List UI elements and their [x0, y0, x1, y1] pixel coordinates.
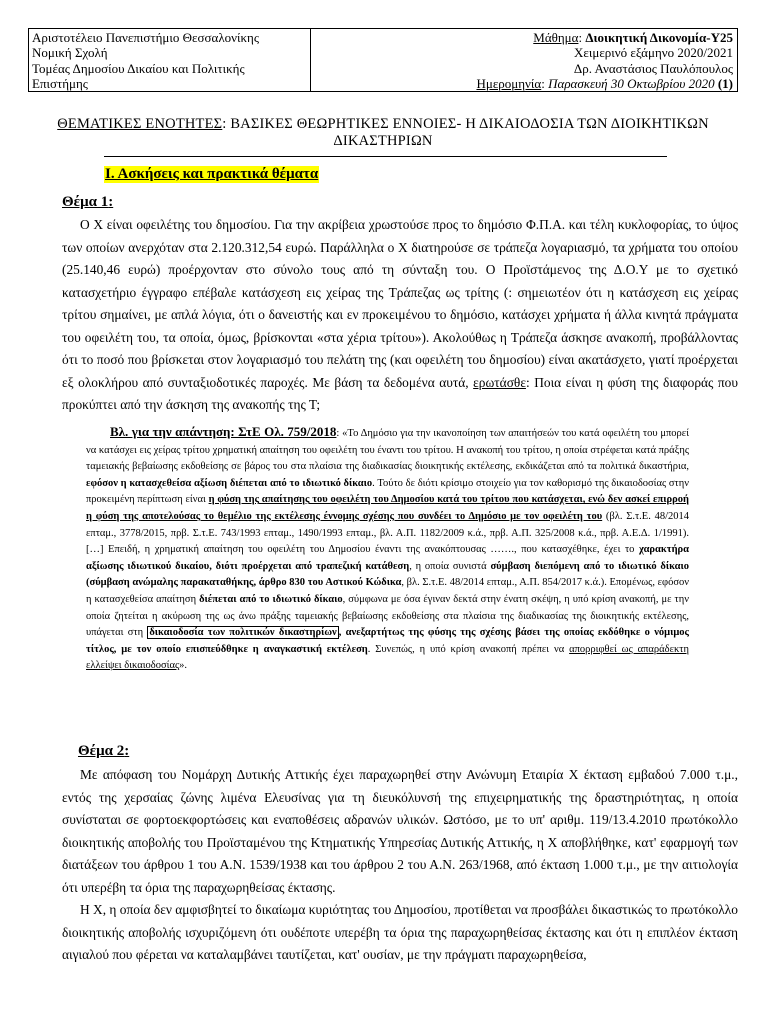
- answer-reference: Βλ. για την απάντηση: ΣτΕ Ολ. 759/2018: [110, 424, 337, 439]
- topics-heading: [28, 116, 738, 150]
- course-label: Μάθημα: [533, 30, 579, 45]
- course-name: Διοικητική Δικονομία-Υ25: [585, 30, 733, 45]
- boxed-phrase: δικαιοδοσία των πολιτικών δικαστηρίων: [149, 627, 337, 639]
- topics-label: ΘΕΜΑΤΙΚΕΣ ΕΝΟΤΗΤΕΣ: [57, 116, 223, 132]
- topic-2-paragraph-2: Η Χ, η οποία δεν αμφισβητεί το δικαίωμα κυριότητας του Δημοσίου, προτίθεται να προσβάλει δικαστικώς το πρωτόκολλο διοικητικής αποβολής ισχυριζόμενη ότι ουδέποτε υπερέβη τα όρια της παραχωρηθείσας έκτασης και ότι η επιπλέον έκταση αιγιαλού που φέρεται να καταλαμβάνει ταυτίζεται, κατ' ουσίαν, με την πράγματι παραχωρηθείσα,: [62, 902, 738, 962]
- header-box: [28, 28, 738, 92]
- section-title: Ι. Ασκήσεις και πρακτικά θέματα: [105, 166, 319, 182]
- course-line: Μάθημα: Διοικητική Δικονομία-Υ25: [533, 30, 733, 45]
- topics-text: : ΒΑΣΙΚΕΣ ΘΕΩΡΗΤΙΚΕΣ ΕΝΝΟΙΕΣ- Η ΔΙΚΑΙΟΔΟΣΙΑ ΤΩΝ ΔΙΟΙΚΗΤΙΚΩΝ ΔΙΚΑΣΤΗΡΙΩΝ: [222, 116, 709, 149]
- answer-quote: Βλ. για την απάντηση: ΣτΕ Ολ. 759/2018: «Το Δημόσιο για την ικανοποίηση των απαιτήσεών του κατά οφειλέτη του μπορεί να κατάσχει εις χείρας τρίτου χρηματική απαίτηση του οφειλέτη του έναντι του τρίτου. Η ανακοπή του τρίτου, η οποία στρέφεται κατά πράξης ταμειακής βεβαίωσης εκδοθείσης σε βάρος του στα πλαίσια της διαδικασίας διοικητικής εκτέλεσης, εκδικάζεται από τα πολιτικά δικαστήρια, εφόσον η κατασχεθείσα αξίωση διέπεται από το ιδιωτικό δίκαιο. Τούτο δε διότι κρίσιμο στοιχείο για τον καθορισμό της δικαιοδοσίας στην προκειμένη περίπτωση είναι η φύση της απαίτησης του οφειλέτη του Δημοσίου κατά του τρίτου που κατάσχεται, ενώ δεν ασκεί επιρροή η φύση της αποτελούσας το θεμέλιο της εκτέλεσης έννομης σχέσης που συνδέει το Δημόσιο με τον οφειλέτη του (βλ. Σ.τ.Ε. 48/2014 επταμ., 3778/2015, πρβ. Σ.τ.Ε. 743/1993 επταμ., 1490/1993 επταμ., βλ. Α.Π. 1182/2009 κ.ά., πρβ. Α.Π. 325/2008 κ.ά., πρβ. Α.Ε.Δ. 1/1991). […] Επειδή, η χρηματική απαίτηση του οφειλέτη του Δημοσίου έναντι της ανακόπτουσας ……., που κατασχέθηκε, έχει το χαρακτήρα αξίωσης ιδιωτικού δικαίου, διότι προέρχεται από τραπεζική κατάθεση, η οποία συνιστά σύμβαση διεπόμενη από το ιδιωτικό δίκαιο (σύμβαση ανώμαλης παρακαταθήκης, άρθρο 830 του Αστικού Κώδικα, βλ. Σ.τ.Ε. 48/2014 επταμ., Α.Π. 854/2017 κ.ά.). Επομένως, εφόσον η κατασχεθείσα απαίτηση διέπεται από το ιδιωτικό δίκαιο, σύμφωνα με όσα έγιναν δεκτά στην ένατη σκέψη, η υπό κρίση ανακοπή, με την οποία ζητείται η ακύρωση της ως άνω πράξης ταμειακής βεβαίωσης εκδοθείσης στα πλαίσια της διαδικασίας της διοικητικής εκτέλεσης, υπάγεται στη δικαιοδοσία των πολιτικών δικαστηρίων , ανεξαρτήτως της φύσης της σχέσης βάσει της οποίας εκδόθηκε ο νόμιμος τίτλος, με τον οποίο επισπεύδθηκε η αναγκαστική εκτέλεση. Συνεπώς, η υπό κρίση ανακοπή πρέπει να απορριφθεί ως απαράδεκτη ελλείψει δικαιοδοσίας».: [86, 424, 690, 672]
- date-label: Ημερομηνία: [476, 75, 542, 91]
- divider: [104, 156, 667, 157]
- department-name-cont: Επιστήμης: [32, 75, 88, 91]
- instructor: Δρ. Αναστάσιος Παυλόπουλος: [573, 60, 733, 76]
- department-name: Τομέας Δημοσίου Δικαίου και Πολιτικής: [32, 60, 245, 76]
- topic-2-title: Θέμα 2:: [78, 743, 130, 759]
- course-block: [311, 29, 737, 91]
- topic-1-paragraph: Ο Χ είναι οφειλέτης του δημοσίου. Για την ακρίβεια χρωστούσε προς το δημόσιο Φ.Π.Α. και τέλη κυκλοφορίας, το ύψος των οποίων ανερχόταν στα 2.120.312,54 ευρώ. Παράλληλα ο Χ διατηρούσε σε τράπεζα λογαριασμό, τα χρήματα του οποίου (25.140,46 ευρώ) προέρχονταν στο σύνολο τους από τη σύνταξη του. Ο Προϊστάμενος της Δ.Ο.Υ με το σχετικό κατασχετήριο έγγραφο επέβαλε κατάσχεση εις χείρας της Τράπεζας ως τρίτης (: σημειωτέον ότι η κατάσχεση εις χείρας τρίτου σημαίνει, με απλά λόγια, ότι ο δανειστής και εν προκειμένου το δημόσιο, κατάσχει χρήματα ή άλλα κινητά πράγματα του οφειλέτη του, τα οποία, όμως, βρίσκονται «στα χέρια τρίτου»). Ακολούθως η Τράπεζα άσκησε ανακοπή, προβάλλοντας ότι το ποσό που βρίσκεται στον λογαριασμό του πελάτη της (και οφειλέτη του δημοσίου) είναι ακατάσχετο, γιατί προέρχεται εξ ολοκλήρου από συνταξιοδοτικές παροχές. Με βάση τα δεδομένα αυτά, ερωτάσθε: Ποια είναι η φύση της διαφοράς που προκύπτει από την άσκηση της ανακοπής της Τ;: [62, 217, 738, 412]
- topic-2-paragraph-1: Με απόφαση του Νομάρχη Δυτικής Αττικής έχει παραχωρηθεί στην Ανώνυμη Εταιρία Χ έκταση εμβαδού 7.000 τ.μ., εντός της χερσαίας ζώνης λιμένα Ελευσίνας για τη διευκόλυνσή της επιχειρηματικής της δραστηριότητας, η οποία συνίσταται σε φορτοεκφορτώσεις και εναποθέσεις αδρανών υλικών. Ωστόσο, με το υπ' αριθμ. 119/13.4.2010 πρωτόκολλο διοικητικής αποβολής του Προϊσταμένου της Κτηματικής Υπηρεσίας Δυτικής Αττικής, η Χ αποβλήθηκε, κατ' εφαρμογή των διατάξεων του άρθρου 1 του Α.Ν. 1539/1938 και του άρθρου 2 του Α.Ν. 263/1968, από έκταση 1.000 τ.μ., με την αιτιολογία ότι υπερέβη τα όρια της παραχωρηθείσας έκτασης.: [62, 767, 738, 895]
- school-name: Νομική Σχολή: [32, 45, 108, 61]
- page-number: (1): [717, 75, 733, 91]
- topic-1-title: Θέμα 1:: [62, 194, 114, 210]
- date-line: Ημερομηνία: Παρασκευή 30 Οκτωβρίου 2020 (1): [476, 75, 733, 91]
- semester: Χειμερινό εξάμηνο 2020/2021: [574, 45, 733, 61]
- ask-label: ερωτάσθε: [473, 374, 526, 390]
- institution-block: [29, 29, 311, 91]
- university-name: Αριστοτέλειο Πανεπιστήμιο Θεσσαλονίκης: [32, 30, 259, 45]
- date-value: Παρασκευή 30 Οκτωβρίου 2020: [548, 75, 715, 91]
